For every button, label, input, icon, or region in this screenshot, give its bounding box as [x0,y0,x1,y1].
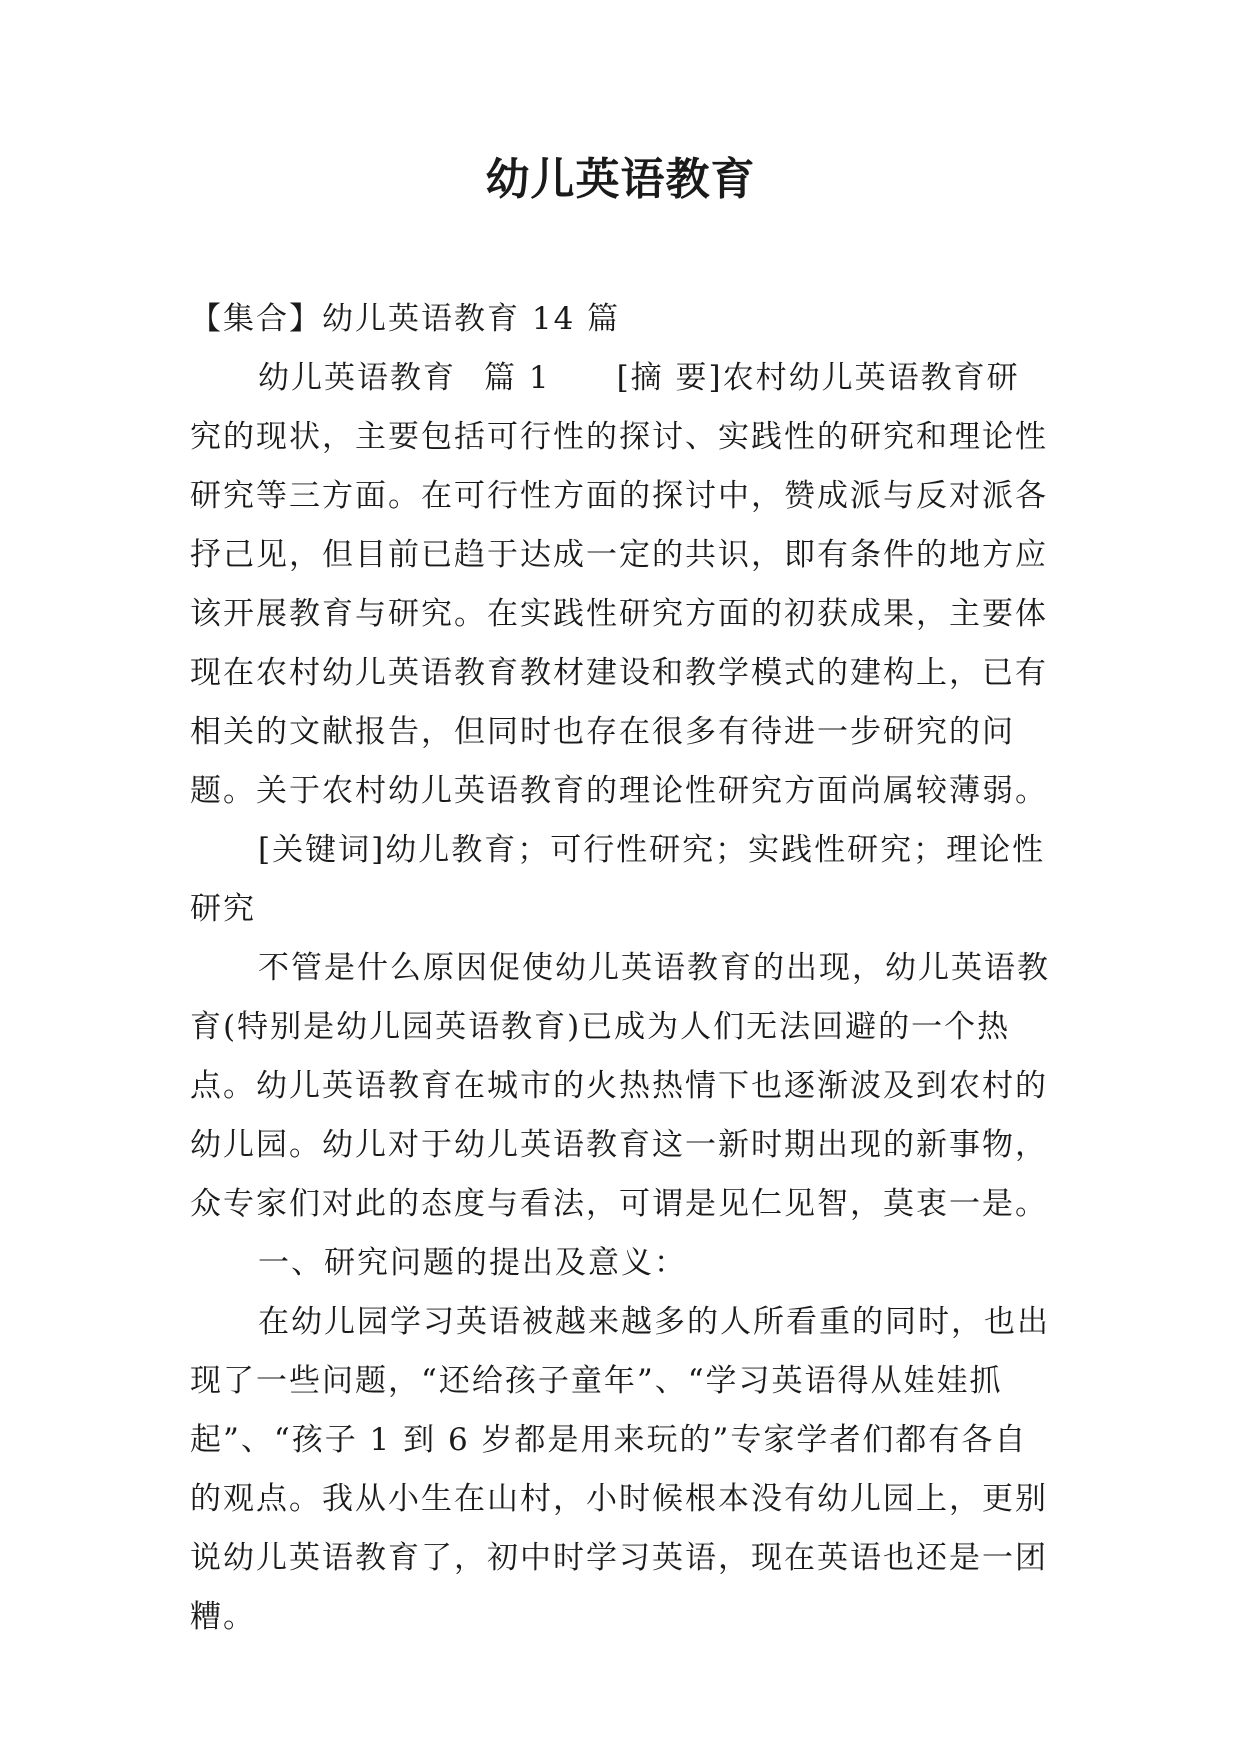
section-label: 幼儿英语教育 [258,360,456,396]
body-paragraph: 在幼儿园学习英语被越来越多的人所看重的同时，也出现了一些问题，“还给孩子童年”、“学习英语得从娃娃抓起”、“孩子 1 到 6 岁都是用来玩的”专家学者们都有各自的观点。我从小生在山村，小时候根本没有幼儿园上，更别说幼儿英语教育了，初中时学习英语，现在英语也还是一团糟。 [190,1304,1050,1635]
abstract-paragraph [190,349,1050,821]
keywords-paragraph: [关键词]幼儿教育；可行性研究；实践性研究；理论性研究 [190,832,1046,927]
section-heading: 一、研究问题的提出及意义： [258,1245,687,1281]
intro-paragraph: 不管是什么原因促使幼儿英语教育的出现，幼儿英语教育(特别是幼儿园英语教育)已成为人们无法回避的一个热点。幼儿英语教育在城市的火热热情下也逐渐波及到农村的幼儿园。幼儿对于幼儿英语教育这一新时期出现的新事物，众专家们对此的态度与看法，可谓是见仁见智，莫衷一是。 [190,950,1050,1222]
abstract-text: 农村幼儿英语教育研究的现状，主要包括可行性的探讨、实践性的研究和理论性研究等三方面。在可行性方面的探讨中，赞成派与反对派各抒己见，但目前已趋于达成一定的共识，即有条件的地方应该开展教育与研究。在实践性研究方面的初获成果，主要体现在农村幼儿英语教育教材建设和教学模式的建构上，已有相关的文献报告，但同时也存在很多有待进一步研究的问题。关于农村幼儿英语教育的理论性研究方面尚属较薄弱。 [190,360,1048,809]
document-body [190,290,1050,1647]
section-number: 篇 1 [484,360,551,396]
document-title: 幼儿英语教育 [485,154,756,205]
abstract-tag: [摘 要] [616,360,723,396]
collection-subtitle: 【集合】幼儿英语教育 14 篇 [190,301,621,337]
